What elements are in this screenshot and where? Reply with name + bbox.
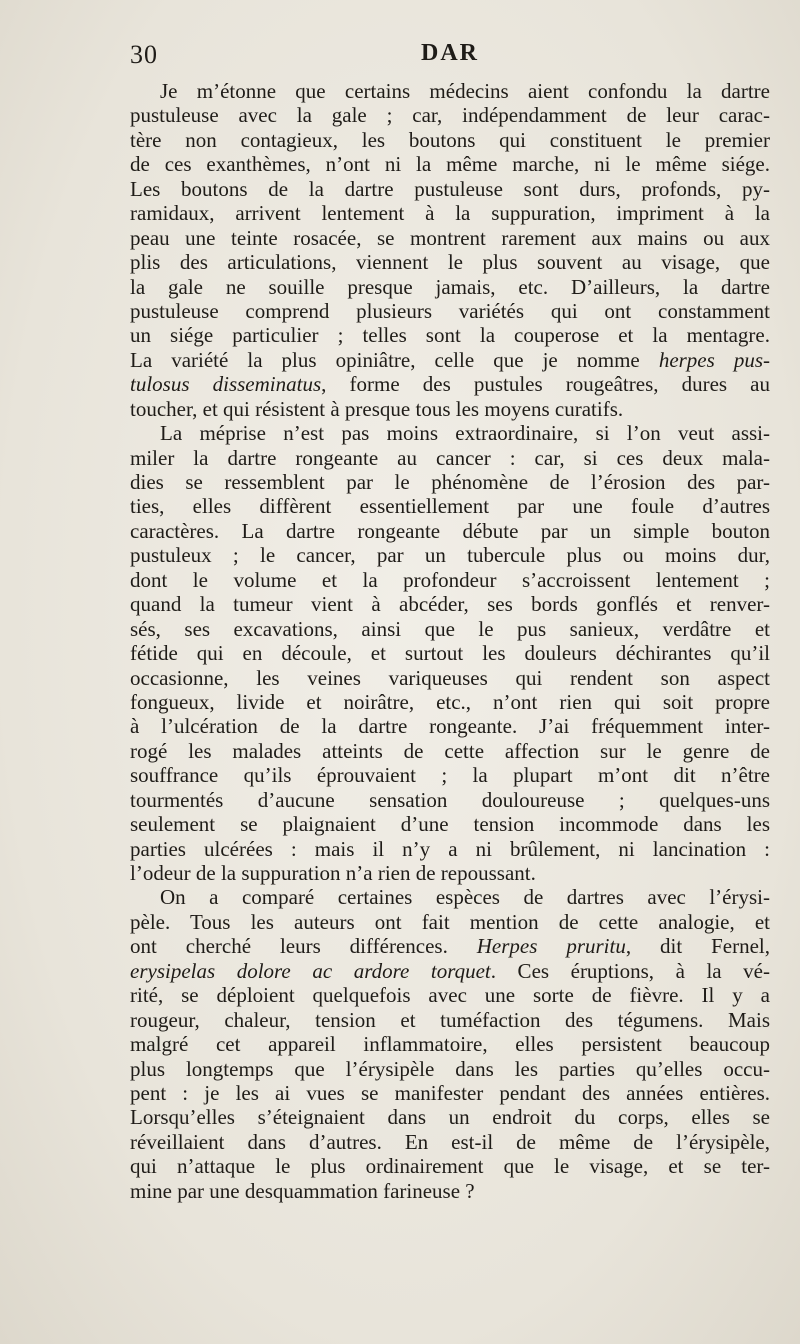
text-line: seulement se plaignaient d’une tension incommode dans les: [130, 812, 770, 837]
text-line: fétide qui en découle, et surtout les douleurs déchirantes qu’il: [130, 641, 770, 666]
page-number: 30: [130, 40, 158, 69]
text-line: La méprise n’est pas moins extraordinaire, si l’on veut assi-: [160, 421, 770, 446]
text-line: tère non contagieux, les boutons qui constituent le premier: [130, 127, 770, 152]
text-line: rogé les malades atteints de cette affection sur le genre de: [130, 738, 770, 763]
text-line: tulosus disseminatus, forme des pustules rougeâtres, dures au: [130, 372, 770, 397]
text-line: dont le volume et la profondeur s’accroissent lentement ;: [130, 567, 770, 592]
text-line: toucher, et qui résistent à presque tous les moyens curatifs.: [130, 396, 624, 421]
text-line: réveillaient dans d’autres. En est-il de même de l’érysipèle,: [130, 1129, 770, 1154]
text-line: La variété la plus opiniâtre, celle que je nomme herpes pus-: [130, 347, 770, 372]
text-line: erysipelas dolore ac ardore torquet. Ces éruptions, à la vé-: [130, 958, 770, 983]
text-line: plis des articulations, viennent le plus souvent au visage, que: [130, 250, 770, 275]
text-line: ramidaux, arrivent lentement à la suppuration, impriment à la: [130, 201, 770, 226]
page-header: [130, 40, 770, 72]
text-line: un siége particulier ; telles sont la couperose et la mentagre.: [130, 323, 770, 348]
text-line: fongueux, livide et noirâtre, etc., n’ont rien qui soit propre: [130, 689, 770, 714]
text-line: sés, ses excavations, ainsi que le pus sanieux, verdâtre et: [130, 616, 770, 641]
text-line: pent : je les ai vues se manifester pendant des années entières.: [130, 1080, 770, 1105]
text-line: Lorsqu’elles s’éteignaient dans un endroit du corps, elles se: [130, 1105, 770, 1130]
text-line: tourmentés d’aucune sensation douloureuse ; quelques-uns: [130, 787, 770, 812]
text-line: mine par une desquammation farineuse ?: [130, 1178, 475, 1203]
text-line: pèle. Tous les auteurs ont fait mention de cette analogie, et: [130, 909, 770, 934]
text-line: Je m’étonne que certains médecins aient confondu la dartre: [160, 79, 770, 103]
text-line: malgré cet appareil inflammatoire, elles persistent beaucoup: [130, 1032, 770, 1057]
text-line: de ces exanthèmes, n’ont ni la même marche, ni le même siége.: [130, 152, 770, 177]
text-line: rougeur, chaleur, tension et tuméfaction des tégumens. Mais: [130, 1007, 770, 1032]
text-body: [130, 79, 770, 1203]
paragraph: [130, 79, 770, 421]
text-line: Les boutons de la dartre pustuleuse sont durs, profonds, py-: [130, 176, 770, 201]
text-line: souffrance qu’ils éprouvaient ; la plupart m’ont dit n’être: [130, 763, 770, 788]
text-line: plus longtemps que l’érysipèle dans les parties qu’elles occu-: [130, 1056, 770, 1081]
text-line: peau une teinte rosacée, se montrent rarement aux mains ou aux: [130, 225, 770, 250]
text-line: ont cherché leurs différences. Herpes pruritu, dit Fernel,: [130, 934, 770, 959]
text-line: parties ulcérées : mais il n’y a ni brûlement, ni lancination :: [130, 836, 770, 861]
text-line: pustuleux ; le cancer, par un tubercule plus ou moins dur,: [130, 543, 770, 568]
text-line: occasionne, les veines variqueuses qui rendent son aspect: [130, 665, 770, 690]
paragraph: [130, 885, 770, 1203]
text-line: ties, elles diffèrent essentiellement par une foule d’autres: [130, 494, 770, 519]
running-head: DAR: [421, 40, 479, 66]
text-line: caractères. La dartre rongeante débute par un simple bouton: [130, 518, 770, 543]
text-line: dies se ressemblent par le phénomène de l’érosion des par-: [130, 470, 770, 494]
text-line: miler la dartre rongeante au cancer : car, si ces deux mala-: [130, 445, 770, 470]
text-line: pustuleuse avec la gale ; car, indépendamment de leur carac-: [130, 103, 770, 128]
text-line: quand la tumeur vient à abcéder, ses bords gonflés et renver-: [130, 592, 770, 617]
paragraph: [130, 421, 770, 885]
text-line: à l’ulcération de la dartre rongeante. J’ai fréquemment inter-: [130, 714, 770, 739]
text-line: rité, se déploient quelquefois avec une sorte de fièvre. Il y a: [130, 983, 770, 1008]
text-line: On a comparé certaines espèces de dartres avec l’érysi-: [160, 885, 770, 910]
text-line: l’odeur de la suppuration n’a rien de repoussant.: [130, 861, 536, 885]
text-line: qui n’attaque le plus ordinairement que le visage, et se ter-: [130, 1154, 770, 1179]
text-line: pustuleuse comprend plusieurs variétés qui ont constamment: [130, 298, 770, 323]
text-line: la gale ne souille presque jamais, etc. D’ailleurs, la dartre: [130, 274, 770, 299]
